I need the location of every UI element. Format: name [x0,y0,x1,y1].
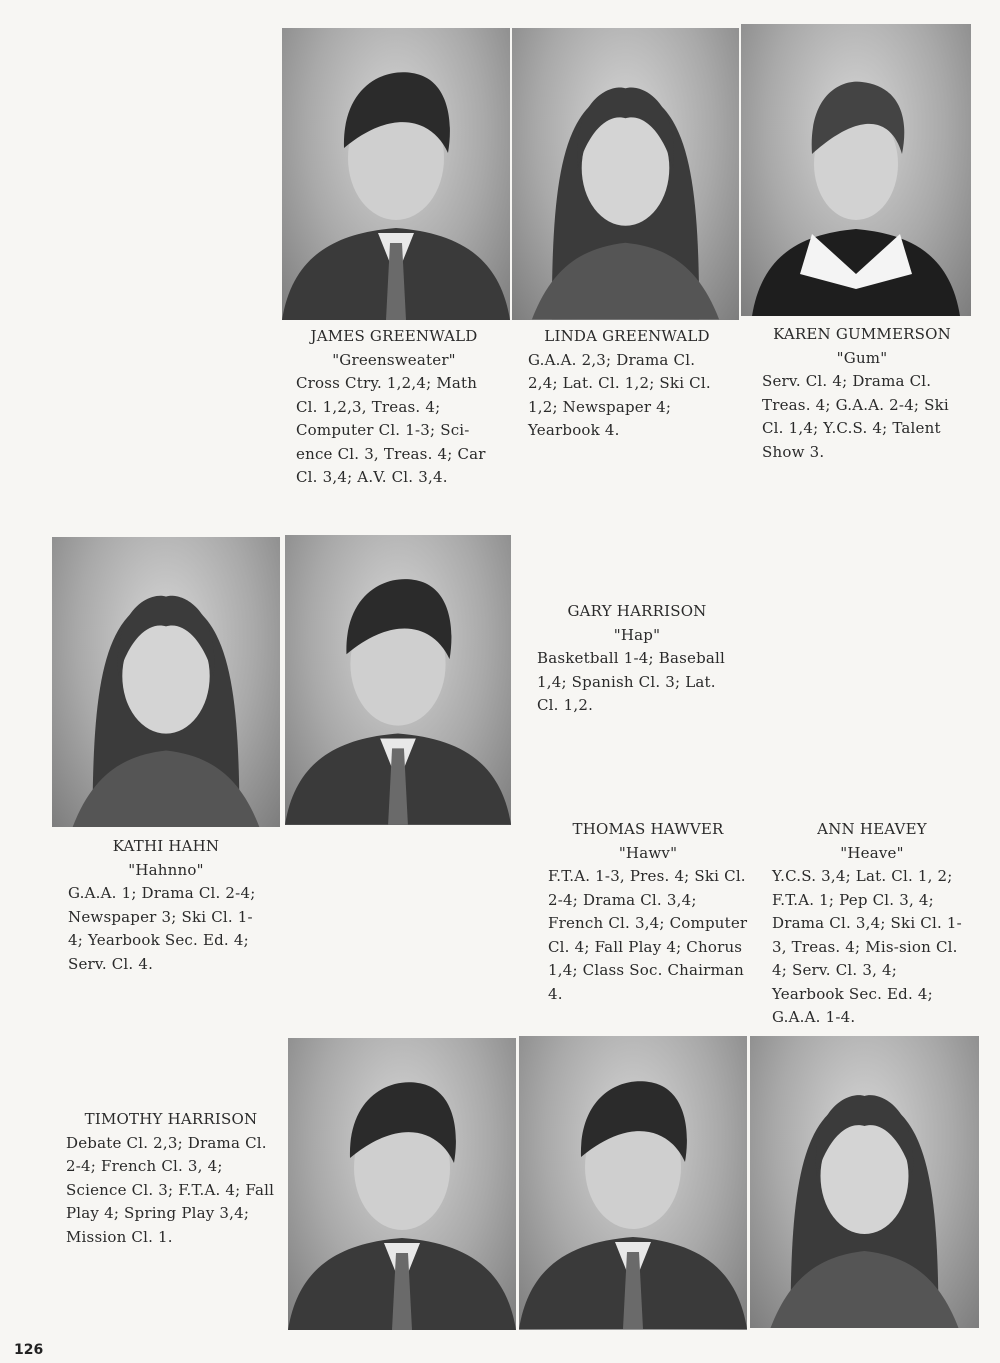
student-name: GARY HARRISON [567,602,707,620]
portrait-photo [288,1038,516,1330]
student-name: THOMAS HAWVER [572,820,724,838]
student-name: ANN HEAVEY [817,820,927,838]
page-number: 126 [14,1342,44,1358]
student-activities: G.A.A. 2,3; Drama Cl. 2,4; Lat. Cl. 1,2; Ski Cl. 1,2; Newspaper 4; Yearbook 4. [528,350,711,439]
student-nickname: "Hawv" [618,843,678,862]
student-activities: Cross Ctry. 1,2,4; Math Cl. 1,2,3, Treas. 4; Computer Cl. 1-3; Sci-ence Cl. 3, Treas. 4; Car Cl. 3,4; A.V. Cl. 3,4. [296,374,486,486]
student-nickname: "Hahnno" [128,860,204,879]
student-name: LINDA GREENWALD [544,327,710,345]
student-name: KAREN GUMMERSON [773,325,951,343]
student-caption [528,325,726,443]
student-caption [68,835,264,976]
student-activities: G.A.A. 1; Drama Cl. 2-4; Newspaper 3; Ski Cl. 1-4; Yearbook Sec. Ed. 4; Serv. Cl. 4. [68,884,256,973]
student-caption [537,600,737,718]
student-name: KATHI HAHN [112,837,220,855]
portrait-photo [519,1036,747,1330]
student-caption [66,1108,276,1249]
student-nickname: "Greensweater" [332,350,456,369]
student-nickname: "Gum" [836,348,888,367]
student-activities: Basketball 1-4; Baseball 1,4; Spanish Cl. 3; Lat. Cl. 1,2. [537,649,726,714]
student-name: JAMES GREENWALD [310,327,478,345]
portrait-photo [741,24,971,316]
student-nickname: "Hap" [613,625,661,644]
portrait-photo [52,537,280,827]
student-activities: Serv. Cl. 4; Drama Cl. Treas. 4; G.A.A. 2-4; Ski Cl. 1,4; Y.C.S. 4; Talent Show 3. [762,372,949,461]
portrait-photo [285,535,511,825]
student-caption [772,818,972,1030]
student-activities: Debate Cl. 2,3; Drama Cl. 2-4; French Cl. 3, 4; Science Cl. 3; F.T.A. 4; Fall Play 4; Spring Play 3,4; Mission Cl. 1. [66,1133,275,1246]
portrait-photo [282,28,510,320]
portrait-photo [512,28,739,320]
student-name: TIMOTHY HARRISON [84,1110,258,1128]
student-caption [296,325,492,490]
student-caption [762,323,962,464]
student-activities: F.T.A. 1-3, Pres. 4; Ski Cl. 2-4; Drama Cl. 3,4; French Cl. 3,4; Computer Cl. 4; Fall Play 4; Chorus 1,4; Class Soc. Chairman 4. [548,867,748,1003]
student-activities: Y.C.S. 3,4; Lat. Cl. 1, 2; F.T.A. 1; Pep Cl. 3, 4; Drama Cl. 3,4; Ski Cl. 1-3, Treas. 4; Mis-sion Cl. 4; Serv. Cl. 3, 4; Yearbook Sec. Ed. 4; G.A.A. 1-4. [772,867,962,1026]
portrait-photo [750,1036,979,1328]
student-caption [548,818,748,1006]
student-nickname: "Heave" [840,843,904,862]
